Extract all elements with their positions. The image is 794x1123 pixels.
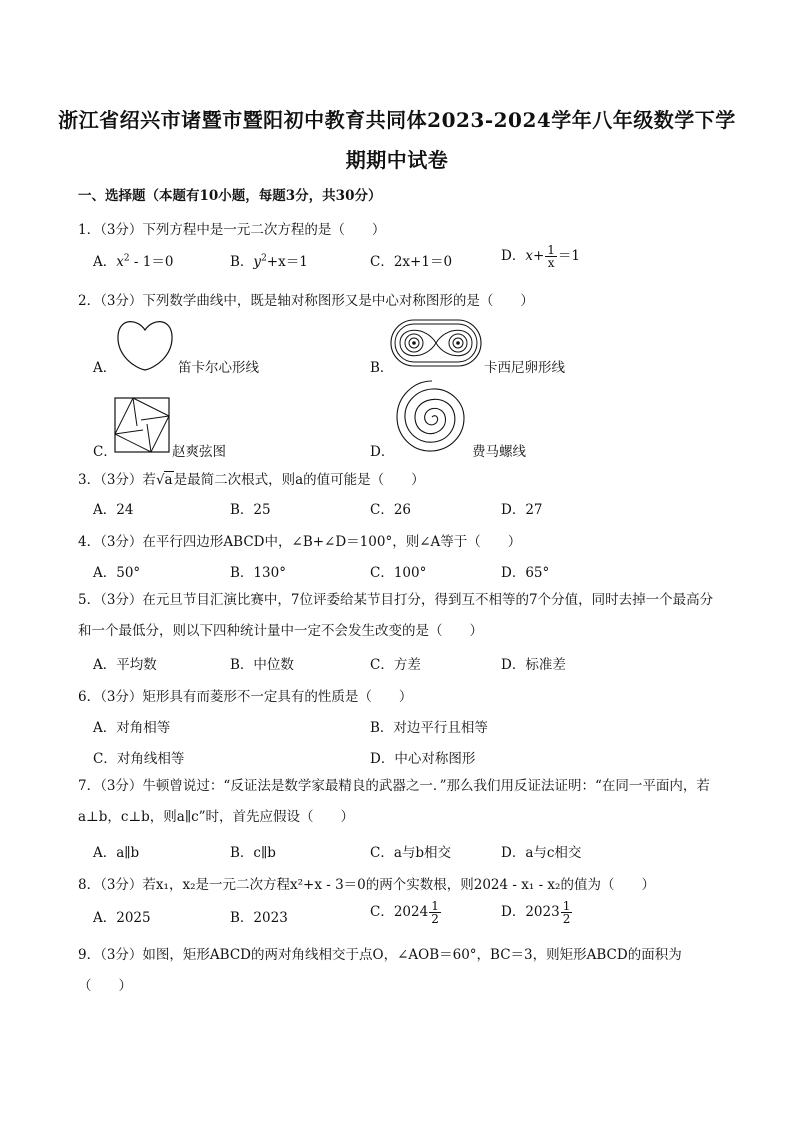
q4-option-a: A．50°	[93, 565, 141, 581]
q1-option-d: D．x+ $\frac{1}{x}$ ＝1	[501, 243, 580, 270]
q5-option-c: C．方差	[370, 657, 421, 673]
q5-option-b: B．中位数	[230, 657, 294, 673]
q7-option-a: A．a∥b	[93, 845, 140, 861]
question-2-stem: 2．（3分）下列数学曲线中，既是轴对称图形又是中心对称图形的是（ ）	[78, 293, 534, 309]
q8-option-d: D．2023 $\frac{1}{2}$	[501, 899, 571, 926]
q2-option-a-letter: A．	[93, 360, 117, 376]
cassini-oval-figure	[390, 318, 482, 368]
fermat-spiral-figure	[392, 378, 472, 456]
q6-option-a: A．对角相等	[93, 720, 171, 736]
q8-option-a: A．2025	[93, 910, 151, 926]
q6-option-c: C．对角线相等	[93, 751, 185, 767]
section-heading: 一、选择题（本题有10小题，每题3分，共30分）	[78, 188, 382, 204]
q6-option-d: D．中心对称图形	[370, 751, 476, 767]
q7-option-d: D．a与c相交	[501, 845, 582, 861]
question-6-stem: 6．（3分）矩形具有而菱形不一定具有的性质是（ ）	[78, 689, 413, 705]
exam-title-line1: 浙江省绍兴市诸暨市暨阳初中教育共同体2023-2024学年八年级数学下学	[58, 108, 736, 132]
q1-option-a: A．$x^2 - 1=0$	[93, 253, 174, 270]
q6-option-b: B．对边平行且相等	[370, 720, 488, 736]
q3-option-d: D．27	[501, 502, 543, 518]
q5-option-d: D．标准差	[501, 657, 566, 673]
q2-option-d-letter: D．	[370, 444, 395, 460]
q2-option-c-label: 赵爽弦图	[172, 444, 226, 460]
q3-option-a: A．24	[93, 502, 134, 518]
q8-option-c: C．2024 $\frac{1}{2}$	[370, 899, 439, 926]
question-5-stem: 5．（3分）在元旦节目汇演比赛中，7位评委给某节目打分，得到互不相等的7个分值，同时去掉一个最高分和一个最低分，则以下四种统计量中一定不会发生改变的是（ ）	[78, 592, 714, 639]
zhao-shuang-diagram	[113, 396, 171, 454]
q4-option-d: D．65°	[501, 565, 550, 581]
exam-title-line2: 期期中试卷	[345, 148, 449, 172]
q5-option-a: A．平均数	[93, 657, 157, 673]
question-9-stem: 9．（3分）如图，矩形ABCD的两对角线相交于点O，∠AOB＝60°，BC＝3，则矩形ABCD的面积为（ ）	[78, 947, 682, 994]
question-3-stem: 3．（3分）若√a是最简二次根式，则a的值可能是（ ）	[78, 472, 425, 488]
q1-option-b: B．$y^2+x=1$	[230, 253, 308, 270]
cardioid-figure	[115, 316, 175, 374]
q2-option-d-label: 费马螺线	[472, 444, 526, 460]
q7-option-c: C．a与b相交	[370, 845, 452, 861]
q7-option-b: B．c∥b	[230, 845, 276, 861]
q2-option-b-label: 卡西尼卵形线	[484, 360, 565, 376]
q8-option-b: B．2023	[230, 910, 288, 926]
q3-option-c: C．26	[370, 502, 412, 518]
q4-option-c: C．100°	[370, 565, 427, 581]
q2-option-b-letter: B．	[370, 360, 394, 376]
question-4-stem: 4．（3分）在平行四边形ABCD中，∠B+∠D＝100°，则∠A等于（ ）	[78, 534, 522, 550]
question-1-stem: 1．（3分）下列方程中是一元二次方程的是（ ）	[78, 222, 386, 238]
question-8-stem: 8．（3分）若x₁，x₂是一元二次方程x²+x - 3＝0的两个实数根，则2024 - x₁ - x₂的值为（ ）	[78, 877, 655, 893]
q2-option-a-label: 笛卡尔心形线	[178, 360, 259, 376]
q4-option-b: B．130°	[230, 565, 286, 581]
q2-option-c-letter: C．	[93, 444, 117, 460]
q3-option-b: B．25	[230, 502, 271, 518]
q1-option-c: C．2x+1＝0	[370, 254, 453, 270]
question-7-stem: 7．（3分）牛顿曾说过：“反证法是数学家最精良的武器之一．”那么我们用反证法证明：“在同一平面内，若a⊥b，c⊥b，则a∥c”时，首先应假设（ ）	[78, 778, 710, 825]
